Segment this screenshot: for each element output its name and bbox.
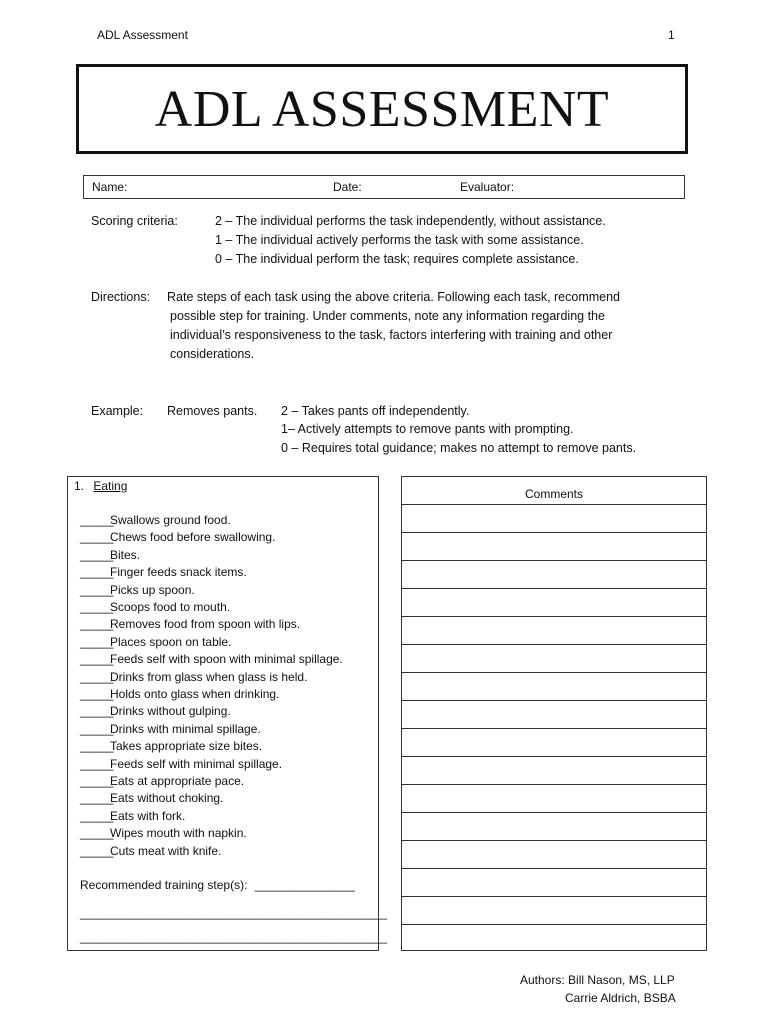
score-blank[interactable]: _____ (80, 530, 114, 545)
task-item-label: Feeds self with minimal spillage. (110, 756, 283, 771)
recommended-label: Recommended training step(s): (80, 878, 248, 892)
score-blank[interactable]: _____ (80, 791, 114, 806)
comments-box (401, 476, 707, 951)
example-line: 1– Actively attempts to remove pants with prompting. (281, 422, 574, 436)
task-item-label: Eats at appropriate pace. (110, 774, 245, 788)
task-item (80, 774, 244, 788)
page-title: ADL ASSESSMENT (154, 80, 610, 138)
section-heading (74, 479, 127, 493)
comments-heading: Comments (402, 477, 706, 505)
task-item-label: Bites. (110, 547, 141, 562)
score-blank[interactable]: _____ (80, 600, 114, 614)
scoring-line: 1 – The individual actively performs the task with some assistance. (215, 233, 584, 247)
recommended-blank[interactable]: _______________ (254, 878, 355, 892)
task-item-label: Finger feeds snack items. (110, 565, 247, 580)
task-item (80, 617, 300, 631)
score-blank[interactable]: _____ (80, 669, 114, 684)
comment-row[interactable] (402, 673, 706, 701)
comment-row[interactable] (402, 841, 706, 869)
score-blank[interactable]: _____ (80, 774, 114, 788)
section-title: Eating (93, 479, 128, 493)
date-label: Date: (333, 180, 362, 194)
task-item (80, 704, 231, 718)
title-box (76, 64, 688, 154)
score-blank[interactable]: _____ (80, 582, 114, 597)
comment-row[interactable] (402, 645, 706, 673)
comment-row[interactable] (402, 813, 706, 841)
example-task: Removes pants. (167, 404, 258, 418)
directions-label: Directions: (91, 290, 151, 304)
task-item (80, 826, 247, 840)
task-item-label: Cuts meat with knife. (110, 843, 222, 858)
score-blank[interactable]: _____ (80, 704, 114, 719)
task-item (80, 670, 307, 684)
comment-row[interactable] (402, 897, 706, 925)
task-item (80, 513, 231, 527)
directions-line: possible step for training. Under comments, note any information regarding the (170, 309, 605, 323)
recommended-training (80, 878, 355, 892)
score-blank[interactable]: _____ (80, 652, 114, 667)
task-item-label: Drinks from glass when glass is held. (110, 669, 308, 684)
task-item (80, 739, 262, 753)
task-item-label: Wipes mouth with napkin. (110, 826, 247, 841)
task-item-label: Drinks with minimal spillage. (110, 721, 261, 736)
score-blank[interactable]: _____ (80, 617, 114, 632)
comment-row[interactable] (402, 869, 706, 897)
training-line[interactable]: ______________________________________________ (80, 906, 387, 920)
task-item-label: Swallows ground food. (110, 513, 231, 527)
score-blank[interactable]: _____ (80, 756, 114, 771)
directions-line: considerations. (170, 347, 255, 361)
task-item-label: Chews food before swallowing. (110, 530, 276, 545)
task-item-label: Removes food from spoon with lips. (110, 617, 301, 632)
section-number: 1. (74, 479, 85, 493)
training-line[interactable]: ______________________________________________ (80, 930, 387, 944)
authors-line: Authors: Bill Nason, MS, LLP (520, 973, 675, 987)
task-item-label: Eats without choking. (110, 791, 224, 806)
score-blank[interactable]: _____ (80, 739, 114, 754)
score-blank[interactable]: _____ (80, 547, 114, 562)
score-blank[interactable]: _____ (80, 826, 114, 841)
page-number: 1 (668, 28, 675, 42)
running-header-title: ADL Assessment (97, 28, 188, 42)
task-item (80, 635, 231, 649)
scoring-line: 0 – The individual perform the task; requires complete assistance. (215, 252, 579, 266)
example-line: 0 – Requires total guidance; makes no attempt to remove pants. (281, 441, 637, 455)
evaluator-label: Evaluator: (460, 180, 515, 194)
comment-row[interactable] (402, 505, 706, 533)
score-blank[interactable]: _____ (80, 687, 114, 701)
eating-task-box (67, 476, 387, 951)
task-item (80, 791, 223, 805)
task-item (80, 722, 261, 736)
task-item (80, 687, 279, 701)
comment-row[interactable] (402, 617, 706, 645)
comment-row[interactable] (402, 589, 706, 617)
directions-line: Rate steps of each task using the above criteria. Following each task, recommend (167, 290, 621, 304)
comment-row[interactable] (402, 785, 706, 813)
score-blank[interactable]: _____ (80, 634, 114, 649)
score-blank[interactable]: _____ (80, 513, 114, 527)
example-label: Example: (91, 404, 144, 418)
info-bar (83, 175, 685, 199)
task-item-label: Picks up spoon. (110, 582, 195, 597)
comment-row[interactable] (402, 533, 706, 561)
name-label: Name: (92, 180, 128, 194)
task-item (80, 844, 221, 858)
task-item-label: Takes appropriate size bites. (110, 739, 263, 754)
scoring-label: Scoring criteria: (91, 214, 178, 228)
task-item-label: Drinks without gulping. (110, 704, 231, 719)
score-blank[interactable]: _____ (80, 565, 114, 580)
task-item (80, 548, 140, 562)
score-blank[interactable]: _____ (80, 721, 114, 736)
task-item (80, 809, 185, 823)
task-item (80, 583, 195, 597)
task-item (80, 652, 343, 666)
task-item (80, 600, 230, 614)
authors-line: Carrie Aldrich, BSBA (565, 991, 676, 1005)
task-item (80, 565, 247, 579)
task-item (80, 757, 282, 771)
scoring-line: 2 – The individual performs the task independently, without assistance. (215, 214, 606, 228)
task-item (80, 530, 275, 544)
comment-row[interactable] (402, 925, 706, 953)
score-blank[interactable]: _____ (80, 808, 114, 823)
directions-line: individual’s responsiveness to the task, factors interfering with training and other (170, 328, 613, 342)
task-item-label: Scoops food to mouth. (110, 600, 231, 614)
example-line: 2 – Takes pants off independently. (281, 404, 470, 418)
comment-row[interactable] (402, 561, 706, 589)
comment-row[interactable] (402, 701, 706, 729)
task-item-label: Holds onto glass when drinking. (110, 687, 280, 701)
task-item-label: Eats with fork. (110, 808, 186, 823)
comment-row[interactable] (402, 757, 706, 785)
comment-row[interactable] (402, 729, 706, 757)
task-item-label: Feeds self with spoon with minimal spillage. (110, 652, 343, 667)
score-blank[interactable]: _____ (80, 843, 114, 858)
task-item-label: Places spoon on table. (110, 634, 232, 649)
